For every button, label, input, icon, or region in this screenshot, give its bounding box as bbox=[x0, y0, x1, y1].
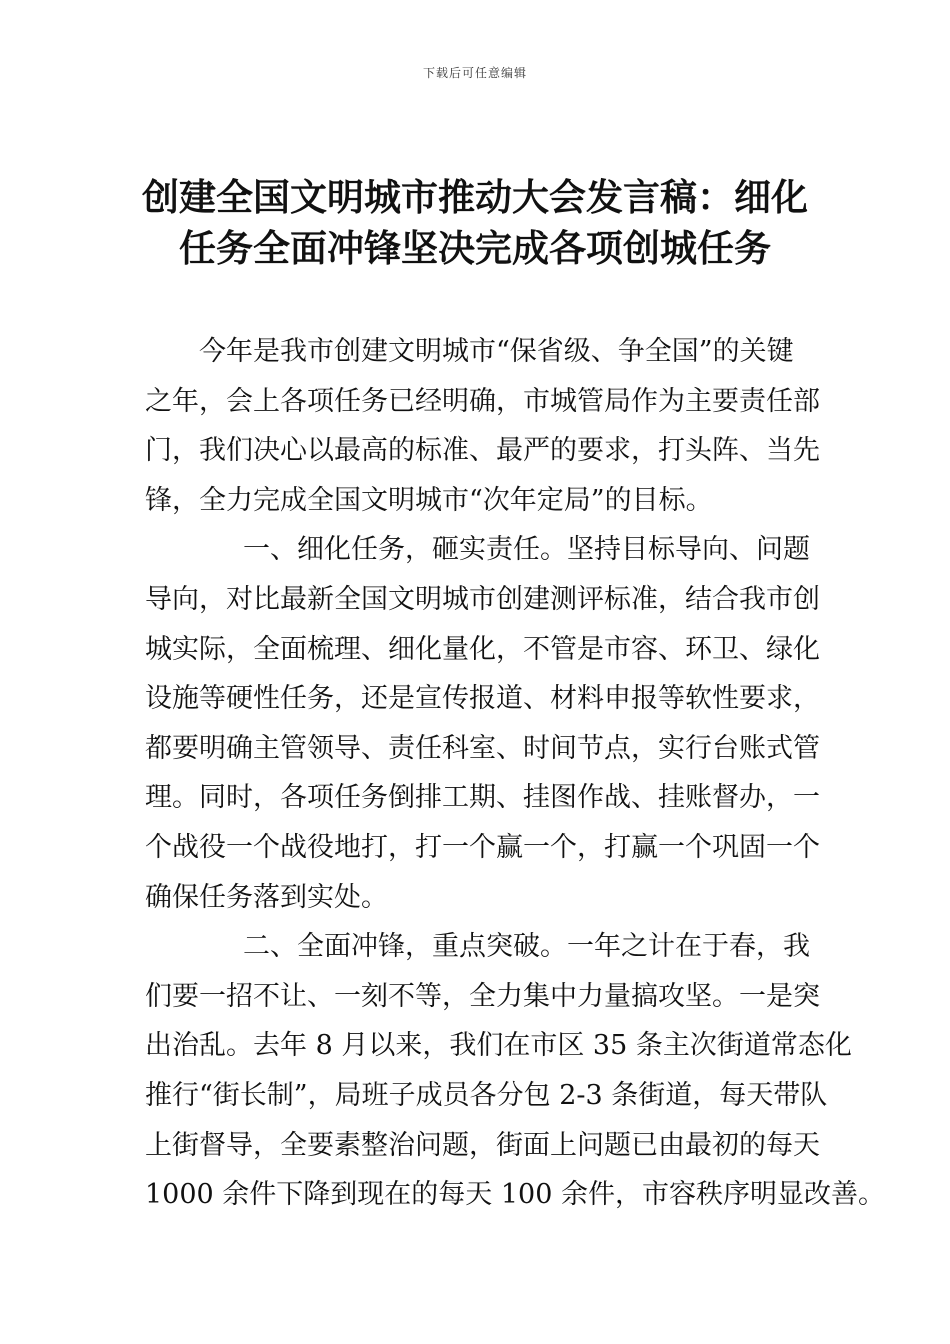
body-line: 出治乱。去年 8 月以来，我们在市区 35 条主次街道常态化 bbox=[145, 1030, 852, 1062]
body-line: 上街督导，全要素整治问题，街面上问题已由最初的每天 bbox=[145, 1129, 820, 1161]
title-line-2: 任务全面冲锋坚决完成各项创城任务 bbox=[179, 227, 771, 270]
body-line: 推行“街长制”，局班子成员各分包 2-3 条街道，每天带队 bbox=[145, 1079, 828, 1111]
title-line-1: 创建全国文明城市推动大会发言稿：细化 bbox=[142, 176, 808, 219]
body-line: 门，我们决心以最高的标准、最严的要求，打头阵、当先 bbox=[145, 435, 820, 467]
body-line: 城实际，全面梳理、细化量化，不管是市容、环卫、绿化 bbox=[145, 633, 820, 665]
body-line: 们要一招不让、一刻不等，全力集中力量搞攻坚。一是突 bbox=[145, 980, 820, 1012]
document-title bbox=[100, 172, 850, 274]
body-line: 锋，全力完成全国文明城市“次年定局”的目标。 bbox=[145, 484, 713, 516]
body-line: 一、细化任务，砸实责任。坚持目标导向、问题 bbox=[243, 534, 810, 566]
body-line: 之年，会上各项任务已经明确，市城管局作为主要责任部 bbox=[145, 385, 820, 417]
body-line: 都要明确主管领导、责任科室、时间节点，实行台账式管 bbox=[145, 732, 820, 764]
body-line: 确保任务落到实处。 bbox=[145, 881, 388, 913]
body-line: 理。同时，各项任务倒排工期、挂图作战、挂账督办，一 bbox=[145, 782, 820, 814]
body-line: 二、全面冲锋，重点突破。一年之计在于春，我 bbox=[243, 931, 810, 963]
header-note: 下载后可任意编辑 bbox=[422, 66, 527, 80]
document-body bbox=[145, 327, 885, 1220]
body-line: 设施等硬性任务，还是宣传报道、材料申报等软性要求， bbox=[145, 683, 820, 715]
body-line: 导向，对比最新全国文明城市创建测评标准，结合我市创 bbox=[145, 583, 820, 615]
body-line: 个战役一个战役地打，打一个赢一个，打赢一个巩固一个 bbox=[145, 831, 820, 863]
body-line: 1000 余件下降到现在的每天 100 余件，市容秩序明显改善。 bbox=[145, 1179, 885, 1211]
body-line: 今年是我市创建文明城市“保省级、争全国”的关键 bbox=[199, 336, 794, 367]
